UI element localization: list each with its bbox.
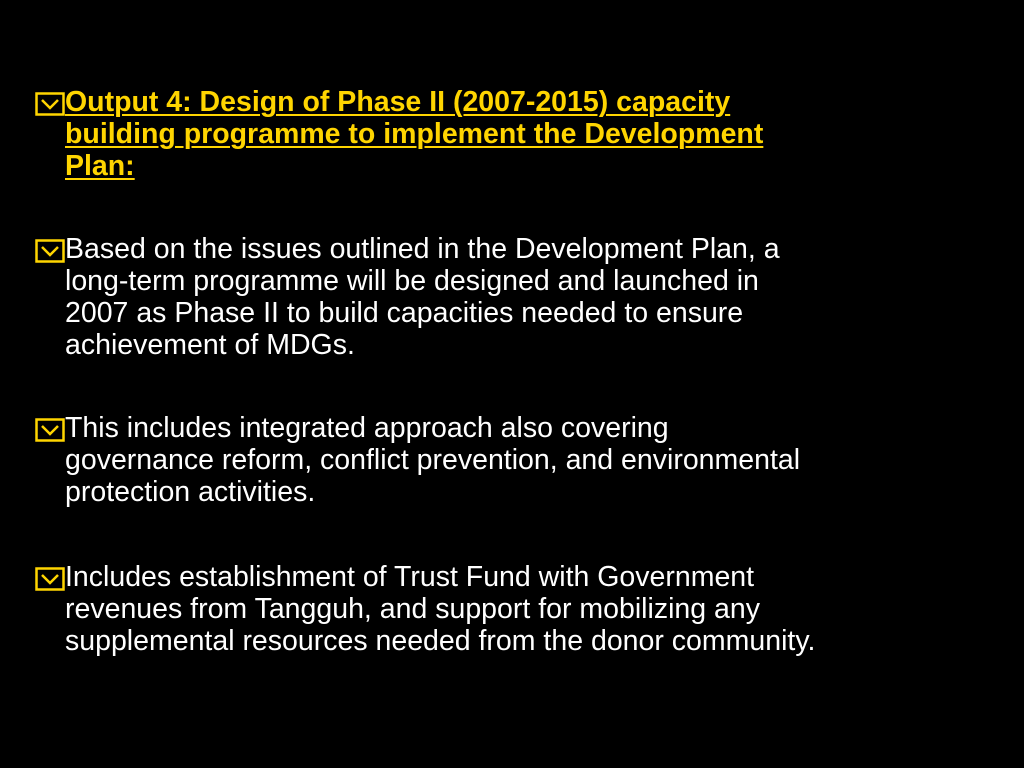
bullet-text (65, 233, 995, 361)
heading-line: Plan: (65, 150, 135, 182)
heading-line: building programme to implement the Development (65, 118, 764, 150)
text-line: Based on the issues outlined in the Development Plan, a (65, 233, 780, 265)
bullet-item (35, 412, 995, 508)
text-line: supplemental resources needed from the donor community. (65, 625, 816, 657)
text-line: protection activities. (65, 476, 316, 508)
text-line: achievement of MDGs. (65, 329, 355, 361)
heading-line: Output 4: Design of Phase II (2007-2015) capacity (65, 86, 731, 118)
text-line: Includes establishment of Trust Fund with Government (65, 561, 755, 593)
text-line: governance reform, conflict prevention, and environmental (65, 444, 801, 476)
checked-box-icon (35, 233, 65, 265)
heading-bullet (35, 86, 995, 182)
checked-box-icon (35, 412, 65, 444)
bullet-item (35, 233, 995, 361)
text-line: revenues from Tangguh, and support for mobilizing any (65, 593, 760, 625)
bullet-text (65, 561, 995, 657)
text-line: long-term programme will be designed and launched in (65, 265, 759, 297)
text-line: 2007 as Phase II to build capacities needed to ensure (65, 297, 744, 329)
checked-box-icon (35, 561, 65, 593)
bullet-text (65, 412, 995, 508)
bullet-item (35, 561, 995, 657)
output-heading (65, 86, 995, 182)
text-line: This includes integrated approach also covering (65, 412, 669, 444)
checked-box-icon (35, 86, 65, 118)
